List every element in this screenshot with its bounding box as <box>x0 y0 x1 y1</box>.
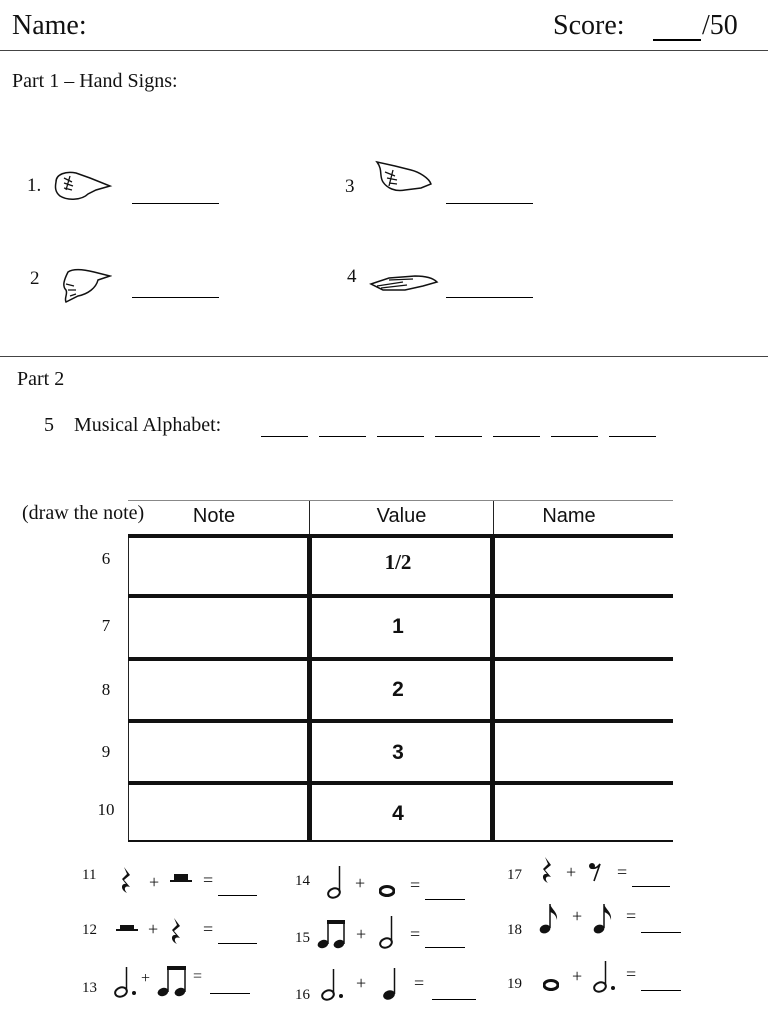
quarter-rest-icon <box>169 917 185 945</box>
table-column-divider <box>490 534 495 842</box>
q10-name-cell[interactable] <box>497 785 671 839</box>
alphabet-blank-4[interactable] <box>435 436 482 437</box>
q14-answer-blank[interactable] <box>425 899 465 900</box>
plus-sign: + <box>356 973 367 993</box>
q18-answer-blank[interactable] <box>641 932 681 933</box>
table-bottom-border <box>128 840 673 842</box>
q10-value: 4 <box>392 802 404 825</box>
q5-number: 5 <box>44 414 54 436</box>
q7-number: 7 <box>101 616 111 635</box>
part1-title: Part 1 – Hand Signs: <box>12 70 178 92</box>
q9-number: 9 <box>101 742 111 761</box>
equals-sign: = <box>410 875 421 895</box>
header-name: Name <box>542 505 596 527</box>
flat-hand-sign-icon <box>369 270 439 296</box>
q1-number: 1. <box>27 175 42 196</box>
plus-sign: + <box>356 924 367 944</box>
q8-name-cell[interactable] <box>497 661 671 718</box>
plus-sign: + <box>149 872 160 892</box>
q12-number: 12 <box>82 922 97 938</box>
header-divider <box>0 50 768 51</box>
q6-note-cell[interactable] <box>130 538 305 594</box>
q13-number: 13 <box>82 980 97 996</box>
q17-answer-blank[interactable] <box>632 886 670 887</box>
equals-sign: = <box>203 870 214 890</box>
equals-sign: = <box>410 924 421 944</box>
q9-name-cell[interactable] <box>497 723 671 780</box>
q16-answer-blank[interactable] <box>432 999 476 1000</box>
quarter-rest-icon <box>540 856 556 884</box>
equals-sign: = <box>193 968 203 985</box>
draw-note-prefix: (draw the note) <box>22 502 145 524</box>
table-header <box>128 500 673 535</box>
q11-answer-blank[interactable] <box>218 895 257 896</box>
plus-sign: + <box>566 862 577 882</box>
q5-label: Musical Alphabet: <box>74 414 222 436</box>
q14-number: 14 <box>295 873 310 889</box>
eighth-note-icon <box>592 902 614 936</box>
q18-number: 18 <box>507 922 522 938</box>
quarter-note-icon <box>381 966 399 1002</box>
plus-sign: + <box>148 919 159 939</box>
q6-value: 1/2 <box>384 550 412 574</box>
half-rest-icon <box>116 924 138 936</box>
plus-sign: + <box>572 906 583 926</box>
q3-answer-blank[interactable] <box>446 203 533 204</box>
q2-number: 2 <box>30 268 40 289</box>
beamed-eighth-notes-icon <box>156 964 188 998</box>
q4-number: 4 <box>347 266 357 287</box>
name-label: Name: <box>12 10 87 41</box>
equals-sign: = <box>626 906 637 926</box>
equals-sign: = <box>203 919 214 939</box>
equals-sign: = <box>414 973 425 993</box>
eighth-note-icon <box>538 902 560 936</box>
whole-note-icon <box>379 885 395 897</box>
q6-number: 6 <box>101 549 111 568</box>
score-total: /50 <box>702 10 738 41</box>
dotted-half-note-icon <box>320 968 346 1002</box>
fist-hand-sign-icon <box>52 168 114 204</box>
q7-note-cell[interactable] <box>130 598 305 656</box>
q8-note-cell[interactable] <box>130 661 305 718</box>
q16-number: 16 <box>295 987 310 1003</box>
alphabet-blank-3[interactable] <box>377 436 424 437</box>
q9-value: 3 <box>392 741 404 764</box>
beamed-eighth-notes-icon <box>317 918 347 950</box>
plus-sign: + <box>355 873 366 893</box>
q11-number: 11 <box>82 867 97 883</box>
header-value: Value <box>376 505 427 527</box>
score-blank[interactable] <box>653 39 701 41</box>
q19-answer-blank[interactable] <box>641 990 681 991</box>
q4-answer-blank[interactable] <box>446 297 533 298</box>
header-note: Note <box>192 505 236 527</box>
whole-note-icon <box>543 979 559 991</box>
q15-answer-blank[interactable] <box>425 947 465 948</box>
q7-name-cell[interactable] <box>497 598 671 656</box>
q6-name-cell[interactable] <box>497 538 671 594</box>
eighth-rest-icon <box>588 862 602 882</box>
half-note-icon <box>378 914 396 950</box>
alphabet-blank-5[interactable] <box>493 436 540 437</box>
q12-answer-blank[interactable] <box>218 943 257 944</box>
q7-value: 1 <box>392 615 404 638</box>
q15-number: 15 <box>295 930 310 946</box>
equals-sign: = <box>617 862 628 882</box>
table-left-border <box>128 534 129 842</box>
q1-answer-blank[interactable] <box>132 203 219 204</box>
score-label: Score: <box>553 10 625 41</box>
alphabet-blank-6[interactable] <box>551 436 598 437</box>
part2-title: Part 2 <box>17 368 65 390</box>
part1-divider <box>0 356 768 357</box>
slanted-up-hand-sign-icon <box>373 158 435 198</box>
q8-value: 2 <box>392 678 404 701</box>
q17-number: 17 <box>507 867 522 883</box>
alphabet-blank-7[interactable] <box>609 436 656 437</box>
q10-note-cell[interactable] <box>130 785 305 839</box>
q19-number: 19 <box>507 976 522 992</box>
half-note-icon <box>326 864 344 900</box>
q8-number: 8 <box>101 680 111 699</box>
alphabet-blank-1[interactable] <box>261 436 308 437</box>
dotted-half-note-icon <box>592 960 618 994</box>
quarter-rest-icon <box>119 866 135 894</box>
downward-hand-sign-icon <box>58 266 112 306</box>
alphabet-blank-2[interactable] <box>319 436 366 437</box>
half-rest-icon <box>170 871 192 883</box>
plus-sign: + <box>572 966 583 986</box>
q2-answer-blank[interactable] <box>132 297 219 298</box>
q3-number: 3 <box>345 176 355 197</box>
q10-number: 10 <box>97 800 115 819</box>
q13-answer-blank[interactable] <box>210 993 250 994</box>
q9-note-cell[interactable] <box>130 723 305 780</box>
dotted-half-note-icon <box>113 966 139 998</box>
equals-sign: = <box>626 964 637 984</box>
plus-sign: + <box>141 970 151 987</box>
